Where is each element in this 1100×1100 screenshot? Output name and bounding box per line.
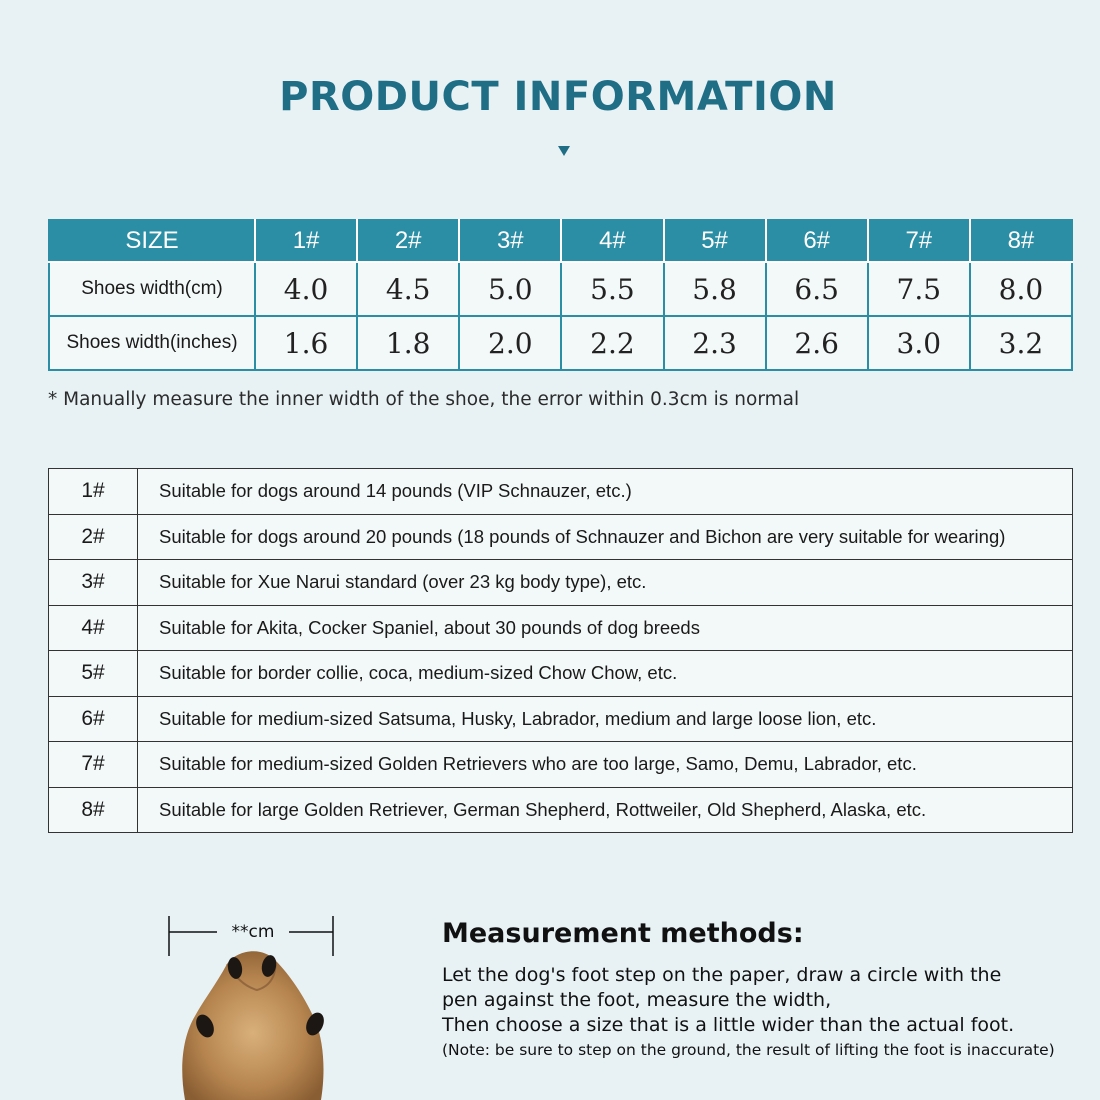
fit-row	[49, 742, 1073, 788]
value-cell: 5.0	[459, 262, 561, 316]
size-header-cell: 2#	[357, 220, 459, 262]
width-inches-row	[49, 316, 1072, 370]
size-header-cell: 7#	[868, 220, 970, 262]
value-cell: 4.5	[357, 262, 459, 316]
value-cell: 2.6	[766, 316, 868, 370]
value-cell: 5.8	[664, 262, 766, 316]
measurement-instructions	[442, 963, 1092, 1038]
fit-description: Suitable for dogs around 20 pounds (18 pounds of Schnauzer and Bichon are very suitable for wearing)	[138, 514, 1073, 560]
width-label: **cm	[231, 922, 275, 942]
value-cell: 1.6	[255, 316, 357, 370]
value-cell: 3.2	[970, 316, 1072, 370]
fit-row	[49, 560, 1073, 606]
measurement-title: Measurement methods:	[442, 918, 804, 949]
size-header-row	[49, 220, 1072, 262]
size-header-cell: 3#	[459, 220, 561, 262]
value-cell: 2.2	[561, 316, 663, 370]
measurement-caution: (Note: be sure to step on the ground, the result of lifting the foot is inaccurate)	[442, 1041, 1055, 1059]
row-label: Shoes width(inches)	[49, 316, 255, 370]
fit-size: 1#	[49, 469, 138, 515]
fit-table	[48, 468, 1073, 833]
fit-size: 7#	[49, 742, 138, 788]
fit-size: 4#	[49, 605, 138, 651]
size-header-cell: 5#	[664, 220, 766, 262]
fit-size: 2#	[49, 514, 138, 560]
fit-row	[49, 514, 1073, 560]
fit-row	[49, 696, 1073, 742]
fit-row	[49, 787, 1073, 833]
value-cell: 4.0	[255, 262, 357, 316]
measurement-note: * Manually measure the inner width of the shoe, the error within 0.3cm is normal	[48, 389, 800, 410]
width-cm-row	[49, 262, 1072, 316]
caret-down-icon	[558, 146, 570, 156]
value-cell: 7.5	[868, 262, 970, 316]
value-cell: 8.0	[970, 262, 1072, 316]
fit-description: Suitable for Xue Narui standard (over 23 kg body type), etc.	[138, 560, 1073, 606]
row-label: Shoes width(cm)	[49, 262, 255, 316]
value-cell: 2.0	[459, 316, 561, 370]
size-table	[48, 219, 1073, 371]
fit-description: Suitable for Akita, Cocker Spaniel, about 30 pounds of dog breeds	[138, 605, 1073, 651]
value-cell: 1.8	[357, 316, 459, 370]
instruction-line: Let the dog's foot step on the paper, draw a circle with the	[442, 964, 1002, 986]
fit-description: Suitable for medium-sized Satsuma, Husky, Labrador, medium and large loose lion, etc.	[138, 696, 1073, 742]
fit-size: 8#	[49, 787, 138, 833]
fit-size: 6#	[49, 696, 138, 742]
page-title: PRODUCT INFORMATION	[279, 74, 837, 120]
size-header-label: SIZE	[49, 220, 255, 262]
fit-row	[49, 469, 1073, 515]
fit-size: 3#	[49, 560, 138, 606]
size-header-cell: 4#	[561, 220, 663, 262]
fit-row	[49, 605, 1073, 651]
fit-size: 5#	[49, 651, 138, 697]
fit-description: Suitable for border collie, coca, medium-sized Chow Chow, etc.	[138, 651, 1073, 697]
value-cell: 3.0	[868, 316, 970, 370]
fit-description: Suitable for medium-sized Golden Retrievers who are too large, Samo, Demu, Labrador, etc.	[138, 742, 1073, 788]
fit-description: Suitable for dogs around 14 pounds (VIP Schnauzer, etc.)	[138, 469, 1073, 515]
fit-description: Suitable for large Golden Retriever, German Shepherd, Rottweiler, Old Shepherd, Alaska, etc.	[138, 787, 1073, 833]
instruction-line: Then choose a size that is a little wider than the actual foot.	[442, 1014, 1015, 1036]
value-cell: 6.5	[766, 262, 868, 316]
size-header-cell: 1#	[255, 220, 357, 262]
value-cell: 5.5	[561, 262, 663, 316]
value-cell: 2.3	[664, 316, 766, 370]
instruction-line: pen against the foot, measure the width,	[442, 989, 832, 1011]
size-header-cell: 8#	[970, 220, 1072, 262]
size-header-cell: 6#	[766, 220, 868, 262]
dog-paw-icon	[165, 916, 337, 1100]
fit-row	[49, 651, 1073, 697]
